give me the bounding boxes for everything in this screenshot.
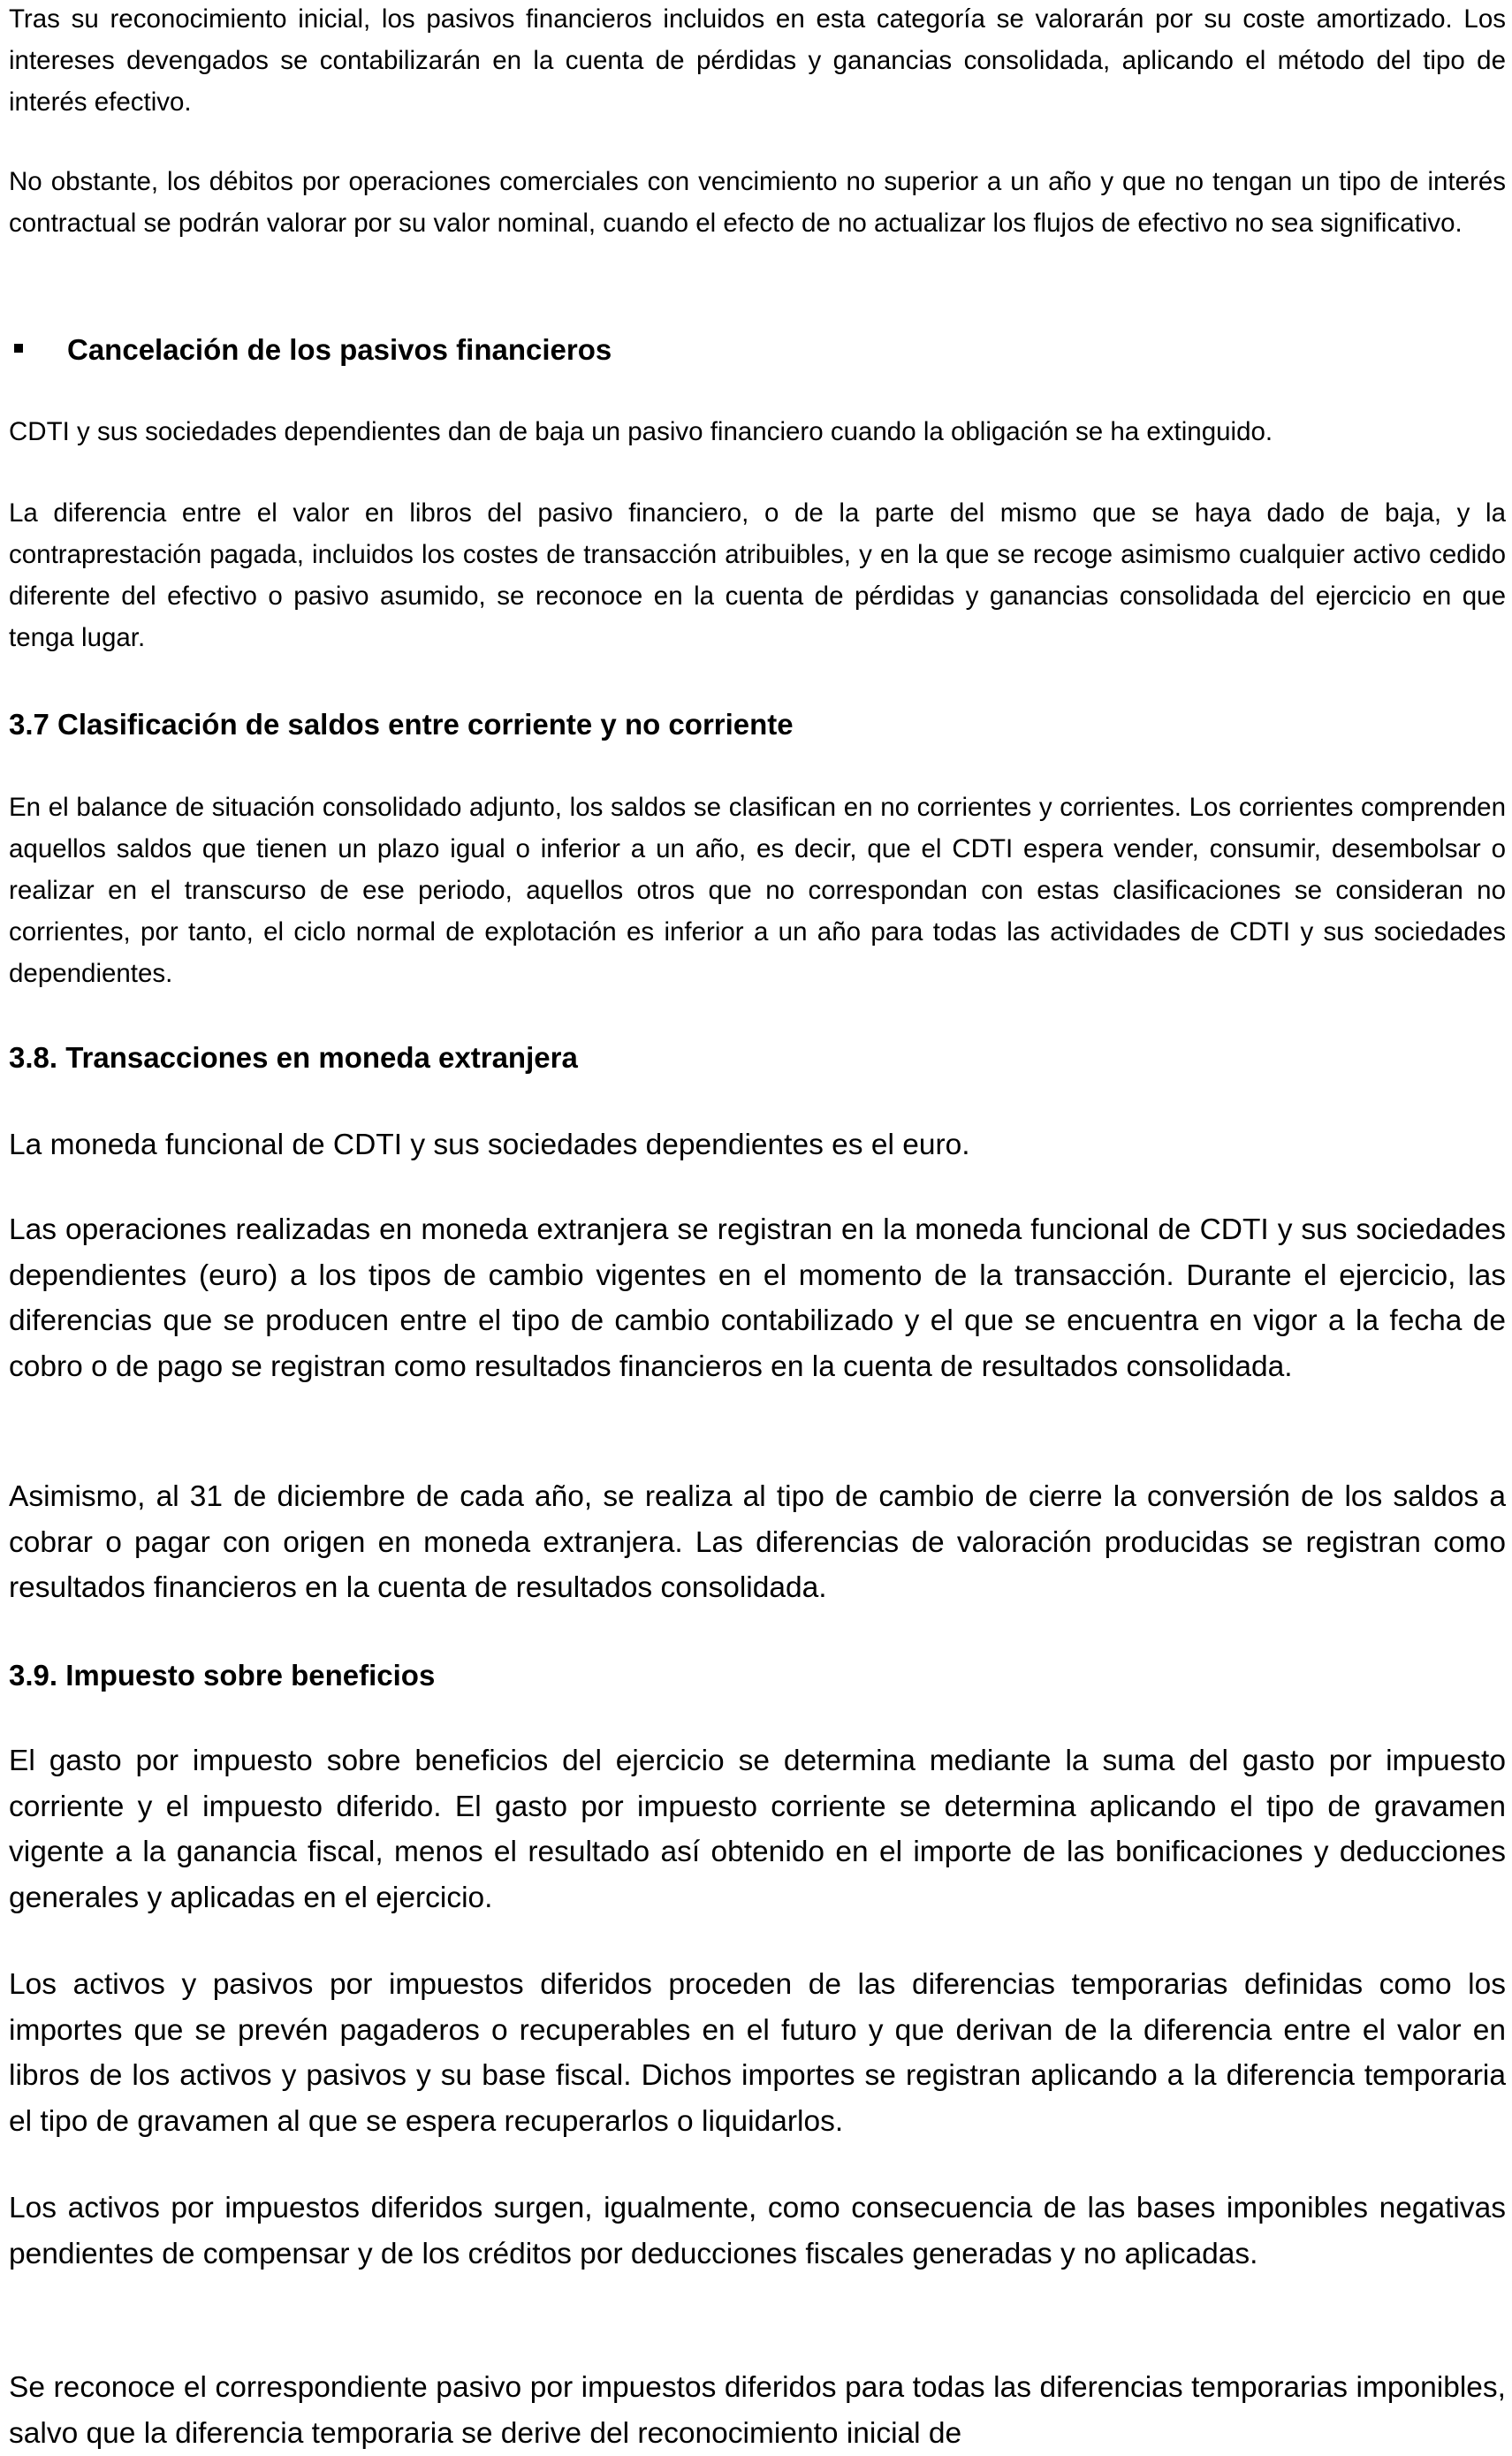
heading-3-8: 3.8. Transacciones en moneda extranjera [9,1041,578,1074]
paragraph-diferencia-valor: La diferencia entre el valor en libros del pasivo financiero, o de la parte del mismo que se haya dado de baja, y la contraprestación pagada, incluidos los costes de transacción atribuibles, y en la que se recoge asimismo cualquier activo cedido diferente del efectivo o pasivo asumido, se reconoce en la cuenta de pérdidas y ganancias consolidada del ejercicio en que tenga lugar. [9,498,1506,652]
heading-3-9: 3.9. Impuesto sobre beneficios [9,1659,436,1692]
paragraph-operaciones-moneda: Las operaciones realizadas en moneda extranjera se registran en la moneda funcional de CDTI y sus sociedades dependientes (euro) a los tipos de cambio vigentes en el momento de la transacción. Durante el ejercicio, las diferencias que se producen entre el tipo de cambio contabilizado y el que se encuentra en vigor a la fecha de cobro o de pago se registran como resultados financieros en la cuenta de resultados consolidada. [9,1213,1506,1383]
paragraph-conversion-saldos: Asimismo, al 31 de diciembre de cada año, se realiza al tipo de cambio de cierre la conversión de los saldos a cobrar o pagar con origen en moneda extranjera. Las diferencias de valoración producidas se registran como resultados financieros en la cuenta de resultados consolidada. [9,1480,1506,1604]
paragraph-gasto-impuesto: El gasto por impuesto sobre beneficios del ejercicio se determina mediante la suma del gasto por impuesto corriente y el impuesto diferido. El gasto por impuesto corriente se determina aplicando el tipo de gravamen vigente a la ganancia fiscal, menos el resultado así obtenido en el importe de las bonificaciones y deducciones generales y aplicadas en el ejercicio. [9,1745,1506,1914]
paragraph-coste-amortizado: Tras su reconocimiento inicial, los pasivos financieros incluidos en esta categoría se valorarán por su coste amortizado. Los intereses devengados se contabilizarán en la cuenta de pérdidas y ganancias consolidada, aplicando el método del tipo de interés efectivo. [9,4,1506,117]
heading-cancelacion [9,329,1506,370]
heading-3-7: 3.7 Clasificación de saldos entre corriente y no corriente [9,708,794,741]
bullet-square-icon [14,344,23,353]
paragraph-activos-diferidos: Los activos por impuestos diferidos surgen, igualmente, como consecuencia de las bases imponibles negativas pendientes de compensar y de los créditos por deducciones fiscales generadas y no aplicadas. [9,2192,1506,2270]
heading-cancelacion-text: Cancelación de los pasivos financieros [67,333,612,366]
paragraph-pasivo-diferido: Se reconoce el correspondiente pasivo por impuestos diferidos para todas las diferencias temporarias imponibles, salvo que la diferencia temporaria se derive del reconocimiento inicial de [9,2371,1506,2450]
paragraph-moneda-funcional: La moneda funcional de CDTI y sus sociedades dependientes es el euro. [9,1129,970,1161]
paragraph-debitos-comerciales: No obstante, los débitos por operaciones comerciales con vencimiento no superior a un año y que no tengan un tipo de interés contractual se podrán valorar por su valor nominal, cuando el efecto de no actualizar los flujos de efectivo no sea significativo. [9,167,1506,238]
paragraph-baja-pasivo: CDTI y sus sociedades dependientes dan de baja un pasivo financiero cuando la obligación se ha extinguido. [9,417,1273,446]
paragraph-impuestos-diferidos: Los activos y pasivos por impuestos diferidos proceden de las diferencias temporarias definidas como los importes que se prevén pagaderos o recuperables en el futuro y que derivan de la diferencia entre el valor en libros de los activos y pasivos y su base fiscal. Dichos importes se registran aplicando a la diferencia temporaria el tipo de gravamen al que se espera recuperarlos o liquidarlos. [9,1968,1506,2138]
paragraph-clasificacion-saldos: En el balance de situación consolidado adjunto, los saldos se clasifican en no corrientes y corrientes. Los corrientes comprenden aquellos saldos que tienen un plazo igual o inferior a un año, es decir, que el CDTI espera vender, consumir, desembolsar o realizar en el transcurso de ese periodo, aquellos otros que no correspondan con estas clasificaciones se consideran no corrientes, por tanto, el ciclo normal de explotación es inferior a un año para todas las actividades de CDTI y sus sociedades dependientes. [9,793,1506,988]
